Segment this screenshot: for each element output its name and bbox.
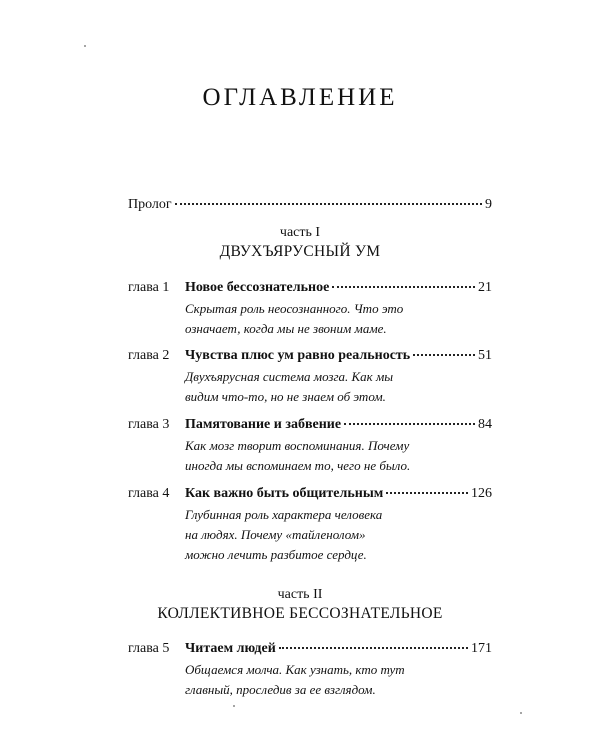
part-title: КОЛЛЕКТИВНОЕ БЕССОЗНАТЕЛЬНОЕ (157, 605, 443, 622)
toc-entry-chapter (128, 417, 492, 476)
part-title: ДВУХЪЯРУСНЫЙ УМ (219, 243, 381, 260)
toc-entry-chapter (128, 280, 492, 339)
chapter-page: 126 (471, 486, 492, 501)
entry-page: 9 (485, 197, 492, 212)
part-label: часть I (279, 225, 321, 240)
dot-leader (344, 423, 475, 425)
toc-entry-chapter (128, 641, 492, 700)
dot-leader (332, 286, 475, 288)
toc-entry-chapter (128, 486, 492, 565)
chapter-label: глава 2 (128, 348, 170, 363)
dot-leader (386, 492, 468, 494)
chapter-description: Как мозг творит воспоминания. Почему иногда мы вспоминаем то, чего не было. (185, 438, 411, 473)
chapter-description: Глубинная роль характера человека на людях. Почему «тайленолом» можно лечить разбитое сердце. (185, 507, 383, 562)
chapter-label: глава 4 (128, 486, 170, 501)
chapter-label: глава 5 (128, 641, 170, 656)
dot-leader (413, 354, 475, 356)
chapter-description: Скрытая роль неосознанного. Что это означает, когда мы не звоним маме. (185, 301, 404, 336)
page-title: ОГЛАВЛЕНИЕ (202, 84, 398, 111)
part-label: часть II (277, 587, 323, 602)
chapter-name: Читаем людей (185, 641, 276, 656)
scan-speck (233, 705, 235, 707)
toc-entry-chapter (128, 348, 492, 407)
chapter-name: Памятование и забвение (185, 417, 342, 432)
chapter-label: глава 3 (128, 417, 170, 432)
chapter-description: Двухъярусная система мозга. Как мы видим что-то, но не знаем об этом. (185, 369, 394, 404)
chapter-page: 171 (471, 641, 492, 656)
chapter-description: Общаемся молча. Как узнать, кто тут главный, проследив за ее взглядом. (185, 662, 405, 697)
scan-speck (84, 45, 86, 47)
chapter-name: Как важно быть общительным (185, 486, 384, 501)
scan-speck (520, 712, 522, 714)
toc-entry-prologue (128, 197, 492, 213)
dot-leader (279, 647, 468, 649)
chapter-page: 84 (478, 417, 492, 432)
chapter-label: глава 1 (128, 280, 170, 295)
entry-name: Пролог (128, 197, 172, 212)
chapter-page: 51 (478, 348, 492, 363)
chapter-name: Чувства плюс ум равно реальность (185, 348, 411, 363)
chapter-name: Новое бессознательное (185, 280, 330, 295)
chapter-page: 21 (478, 280, 492, 295)
dot-leader (175, 203, 482, 205)
